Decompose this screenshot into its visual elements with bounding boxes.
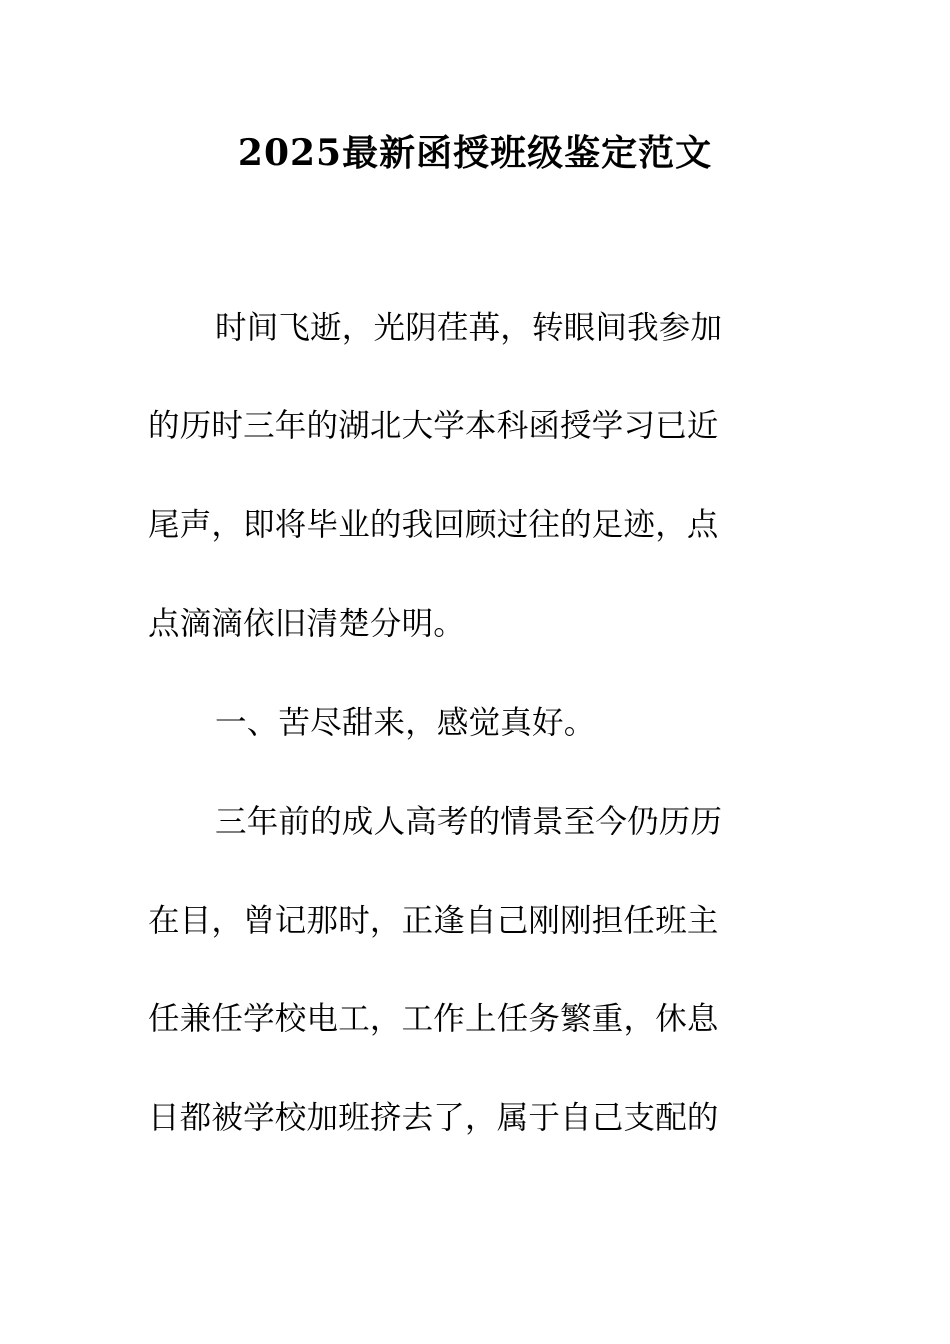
paragraph-line: 三年前的成人高考的情景至今仍历历 xyxy=(215,804,723,840)
paragraph-line: 点滴滴依旧清楚分明。 xyxy=(148,606,466,642)
paragraph-line: 在目，曾记那时，正逢自己刚刚担任班主 xyxy=(148,903,719,939)
paragraph-line: 日都被学校加班挤去了，属于自己支配的 xyxy=(148,1100,719,1136)
paragraph-line: 时间飞逝，光阴荏苒，转眼间我参加 xyxy=(215,310,723,346)
paragraph-line: 的历时三年的湖北大学本科函授学习已近 xyxy=(148,408,719,444)
document-title: 2025最新函授班级鉴定范文 xyxy=(237,132,713,174)
paragraph-line: 尾声，即将毕业的我回顾过往的足迹，点 xyxy=(148,507,719,543)
paragraph-line: 任兼任学校电工，工作上任务繁重，休息 xyxy=(148,1001,719,1037)
section-heading: 一、苦尽甜来，感觉真好。 xyxy=(215,705,596,741)
